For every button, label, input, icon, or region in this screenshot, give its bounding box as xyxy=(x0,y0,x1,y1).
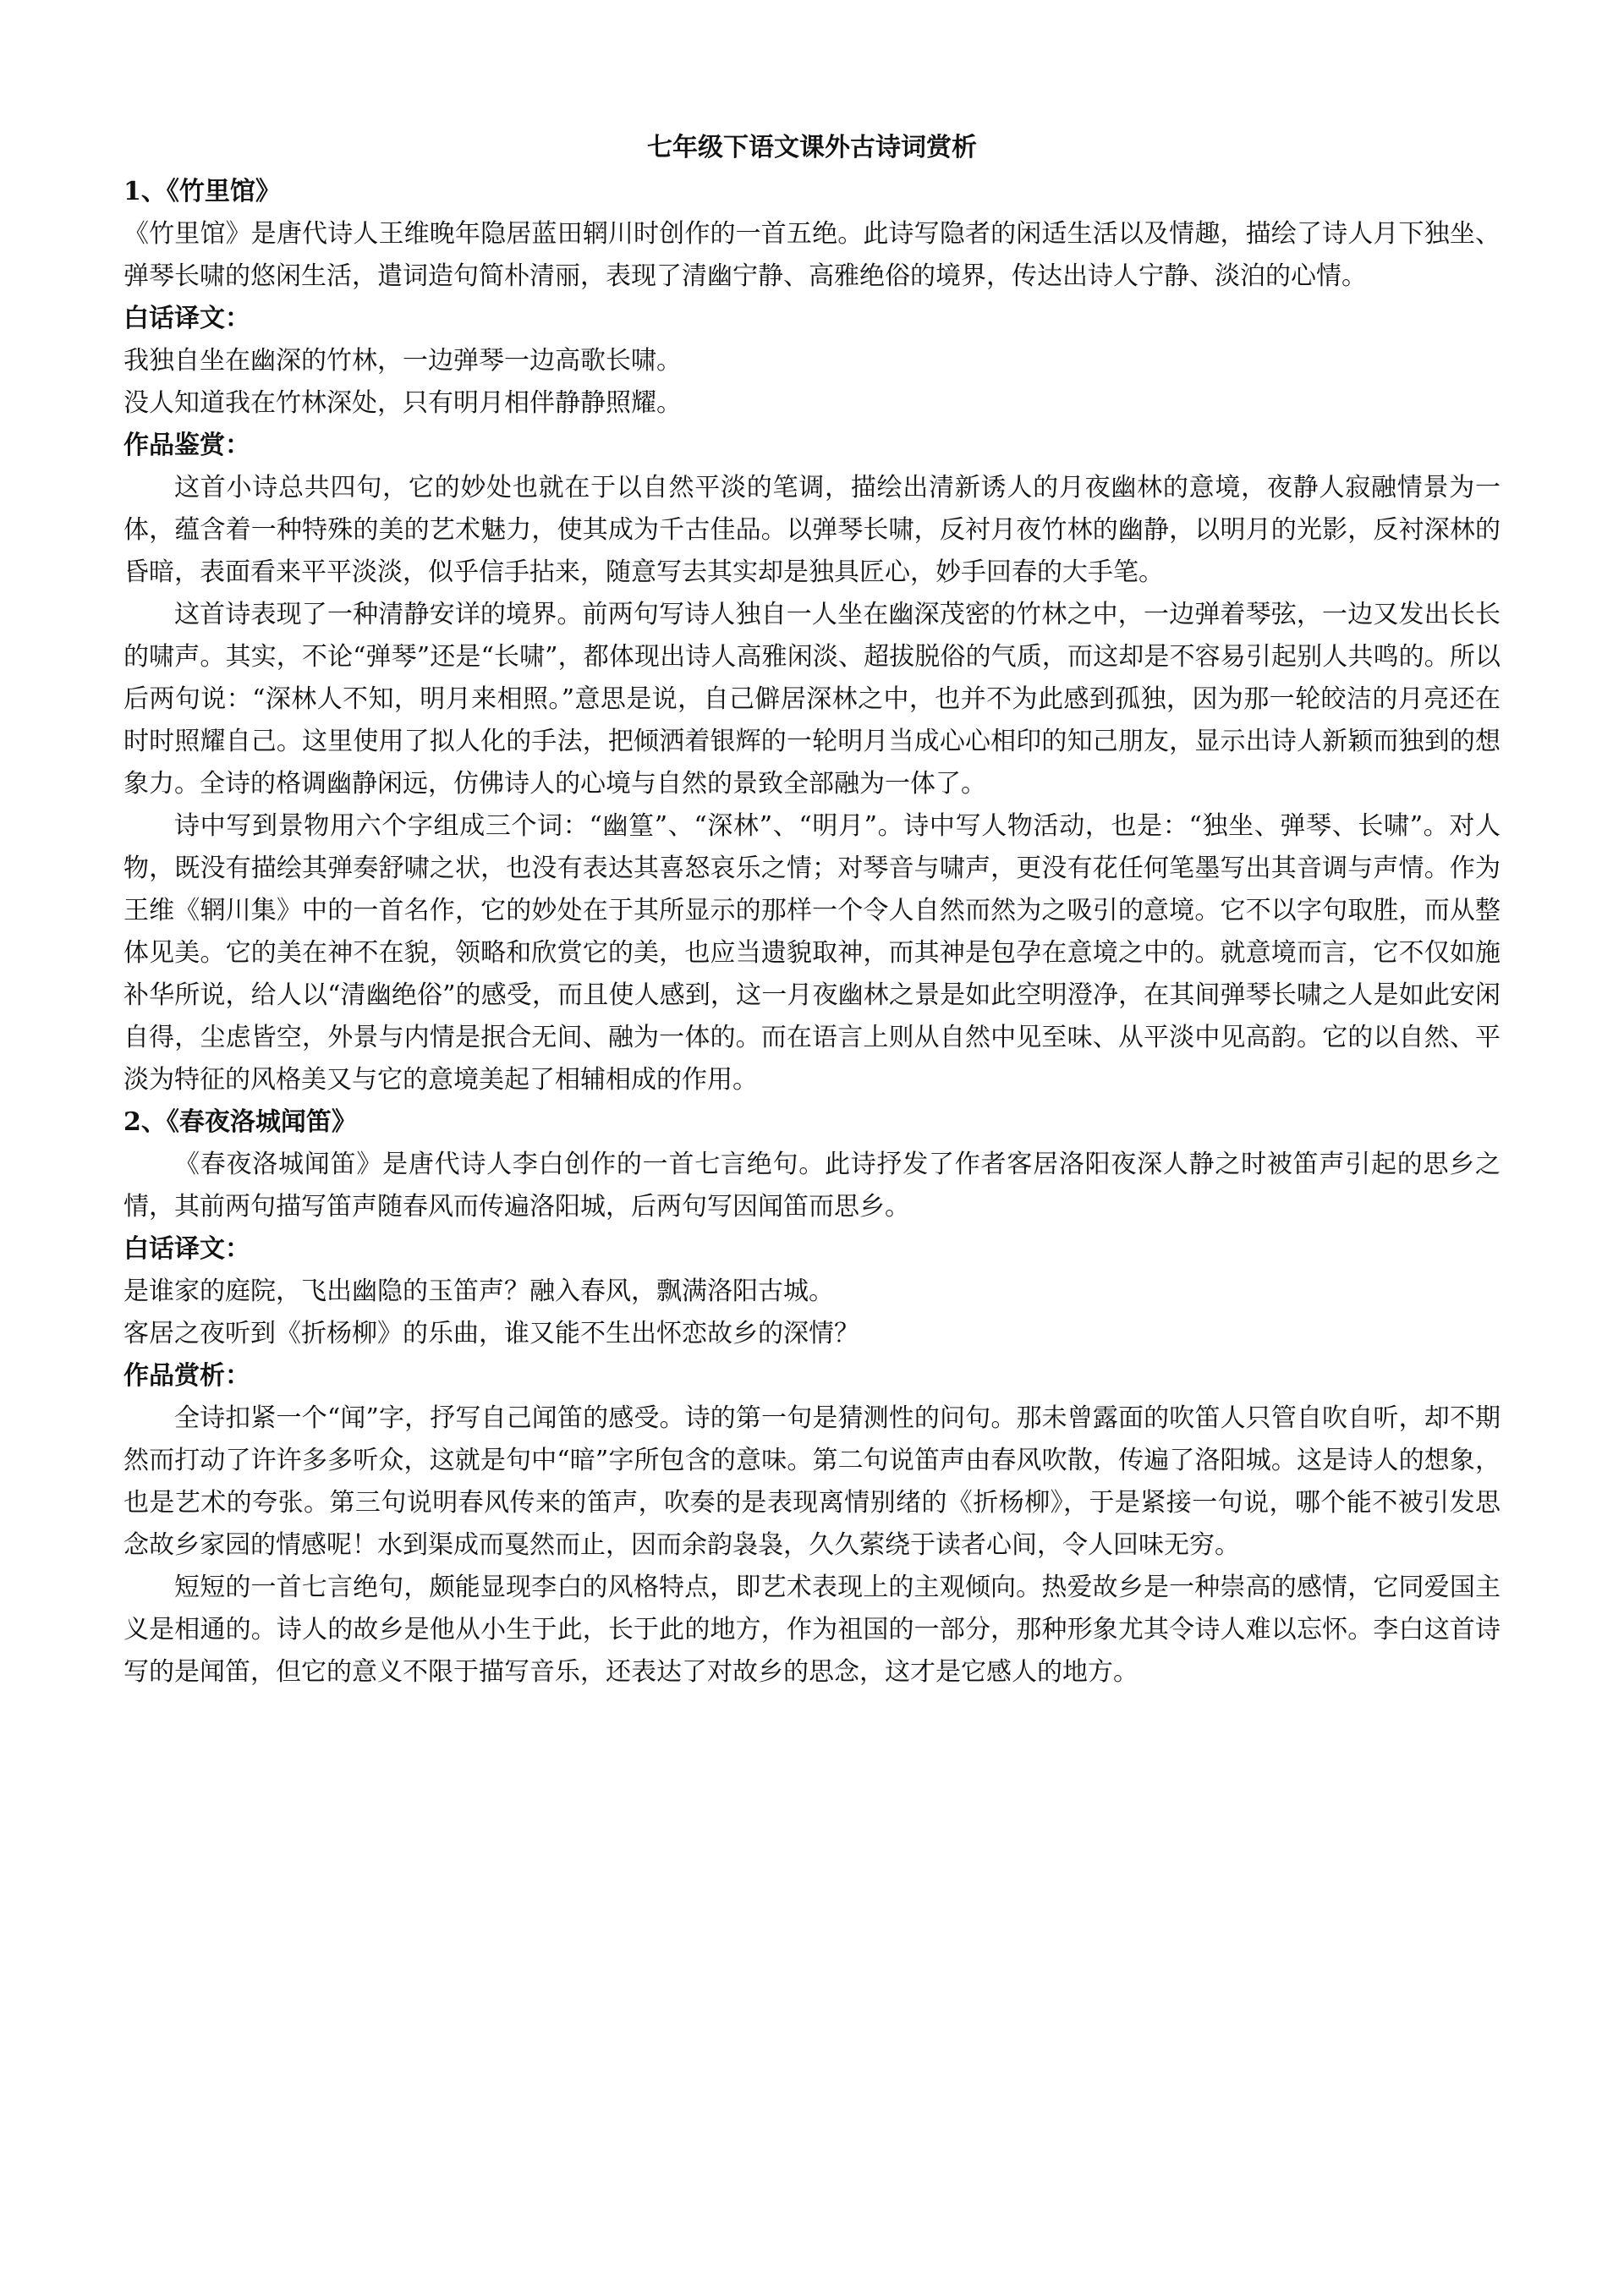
translation-heading: 白话译文： xyxy=(123,304,250,333)
translation-line: 是谁家的庭院，飞出幽隐的玉笛声？融入春风，飘满洛阳古城。 xyxy=(123,1277,834,1306)
section-intro: 《春夜洛城闻笛》是唐代诗人李白创作的一首七言绝句。此诗抒发了作者客居洛阳夜深人静之时被笛声引起的思乡之情，其前两句描写笛声随春风而传遍洛阳城，后两句写因闻笛而思乡。 xyxy=(123,1150,1501,1222)
section-chunye-luocheng-wendi xyxy=(123,1101,1501,1694)
section-heading: 1、《竹里馆》 xyxy=(123,177,281,206)
translation-line: 我独自坐在幽深的竹林，一边弹琴一边高歌长啸。 xyxy=(123,346,682,376)
translation-line: 客居之夜听到《折杨柳》的乐曲，谁又能不生出怀恋故乡的深情？ xyxy=(123,1319,859,1348)
appreciation-paragraph: 全诗扣紧一个“闻”字，抒写自己闻笛的感受。诗的第一句是猜测性的问句。那未曾露面的吹笛人只管自吹自听，却不期然而打动了许许多多听众，这就是句中“暗”字所包含的意味。第二句说笛声由春风吹散，传遍了洛阳城。这是诗人的想象，也是艺术的夸张。第三句说明春风传来的笛声，吹奏的是表现离情别绪的《折杨柳》，于是紧接一句说，哪个能不被引发思念故乡家园的情感呢！水到渠成而戛然而止，因而余韵袅袅，久久萦绕于读者心间，令人回味无穷。 xyxy=(123,1403,1501,1560)
translation-heading: 白话译文： xyxy=(123,1234,250,1264)
appreciation-paragraph: 诗中写到景物用六个字组成三个词：“幽篁”、“深林”、“明月”。诗中写人物活动，也是：“独坐、弹琴、长啸”。对人物，既没有描绘其弹奏舒啸之状，也没有表达其喜怒哀乐之情；对琴音与啸声，更没有花任何笔墨写出其音调与声情。作为王维《辋川集》中的一首名作，它的妙处在于其所显示的那样一个令人自然而然为之吸引的意境。它不以字句取胜，而从整体见美。它的美在神不在貌，领略和欣赏它的美，也应当遗貌取神，而其神是包孕在意境之中的。就意境而言，它不仅如施补华所说，给人以“清幽绝俗”的感受，而且使人感到，这一月夜幽林之景是如此空明澄净，在其间弹琴长啸之人是如此安闲自得，尘虑皆空，外景与内情是抿合无间、融为一体的。而在语言上则从自然中见至味、从平淡中见高韵。它的以自然、平淡为特征的风格美又与它的意境美起了相辅相成的作用。 xyxy=(123,811,1501,1095)
section-heading: 2、《春夜洛城闻笛》 xyxy=(123,1107,357,1137)
document-page xyxy=(123,127,1501,1694)
appreciation-heading: 作品赏析： xyxy=(123,1361,250,1391)
appreciation-paragraph: 这首小诗总共四句，它的妙处也就在于以自然平淡的笔调，描绘出清新诱人的月夜幽林的意境，夜静人寂融情景为一体，蕴含着一种特殊的美的艺术魅力，使其成为千古佳品。以弹琴长啸，反衬月夜竹林的幽静，以明月的光影，反衬深林的昏暗，表面看来平平淡淡，似乎信手拈来，随意写去其实却是独具匠心，妙手回春的大手笔。 xyxy=(123,473,1501,587)
section-intro: 《竹里馆》是唐代诗人王维晚年隐居蓝田辋川时创作的一首五绝。此诗写隐者的闲适生活以及情趣，描绘了诗人月下独坐、弹琴长啸的悠闲生活，遣词造句简朴清丽，表现了清幽宁静、高雅绝俗的境界，传达出诗人宁静、淡泊的心情。 xyxy=(123,219,1501,291)
appreciation-paragraph: 短短的一首七言绝句，颇能显现李白的风格特点，即艺术表现上的主观倾向。热爱故乡是一种崇高的感情，它同爱国主义是相通的。诗人的故乡是他从小生于此，长于此的地方，作为祖国的一部分，那种形象尤其令诗人难以忘怀。李白这首诗写的是闻笛，但它的意义不限于描写音乐，还表达了对故乡的思念，这才是它感人的地方。 xyxy=(123,1573,1501,1687)
document-title: 七年级下语文课外古诗词赏析 xyxy=(647,133,977,162)
appreciation-heading: 作品鉴赏： xyxy=(123,431,250,460)
section-zhuliguan xyxy=(123,171,1501,1101)
translation-line: 没人知道我在竹林深处，只有明月相伴静静照耀。 xyxy=(123,388,682,418)
appreciation-paragraph: 这首诗表现了一种清静安详的境界。前两句写诗人独自一人坐在幽深茂密的竹林之中，一边弹着琴弦，一边又发出长长的啸声。其实，不论“弹琴”还是“长啸”，都体现出诗人高雅闲淡、超拔脱俗的气质，而这却是不容易引起别人共鸣的。所以后两句说：“深林人不知，明月来相照。”意思是说，自己僻居深林之中，也并不为此感到孤独，因为那一轮皎洁的月亮还在时时照耀自己。这里使用了拟人化的手法，把倾洒着银辉的一轮明月当成心心相印的知己朋友，显示出诗人新颖而独到的想象力。全诗的格调幽静闲远，仿佛诗人的心境与自然的景致全部融为一体了。 xyxy=(123,600,1501,799)
